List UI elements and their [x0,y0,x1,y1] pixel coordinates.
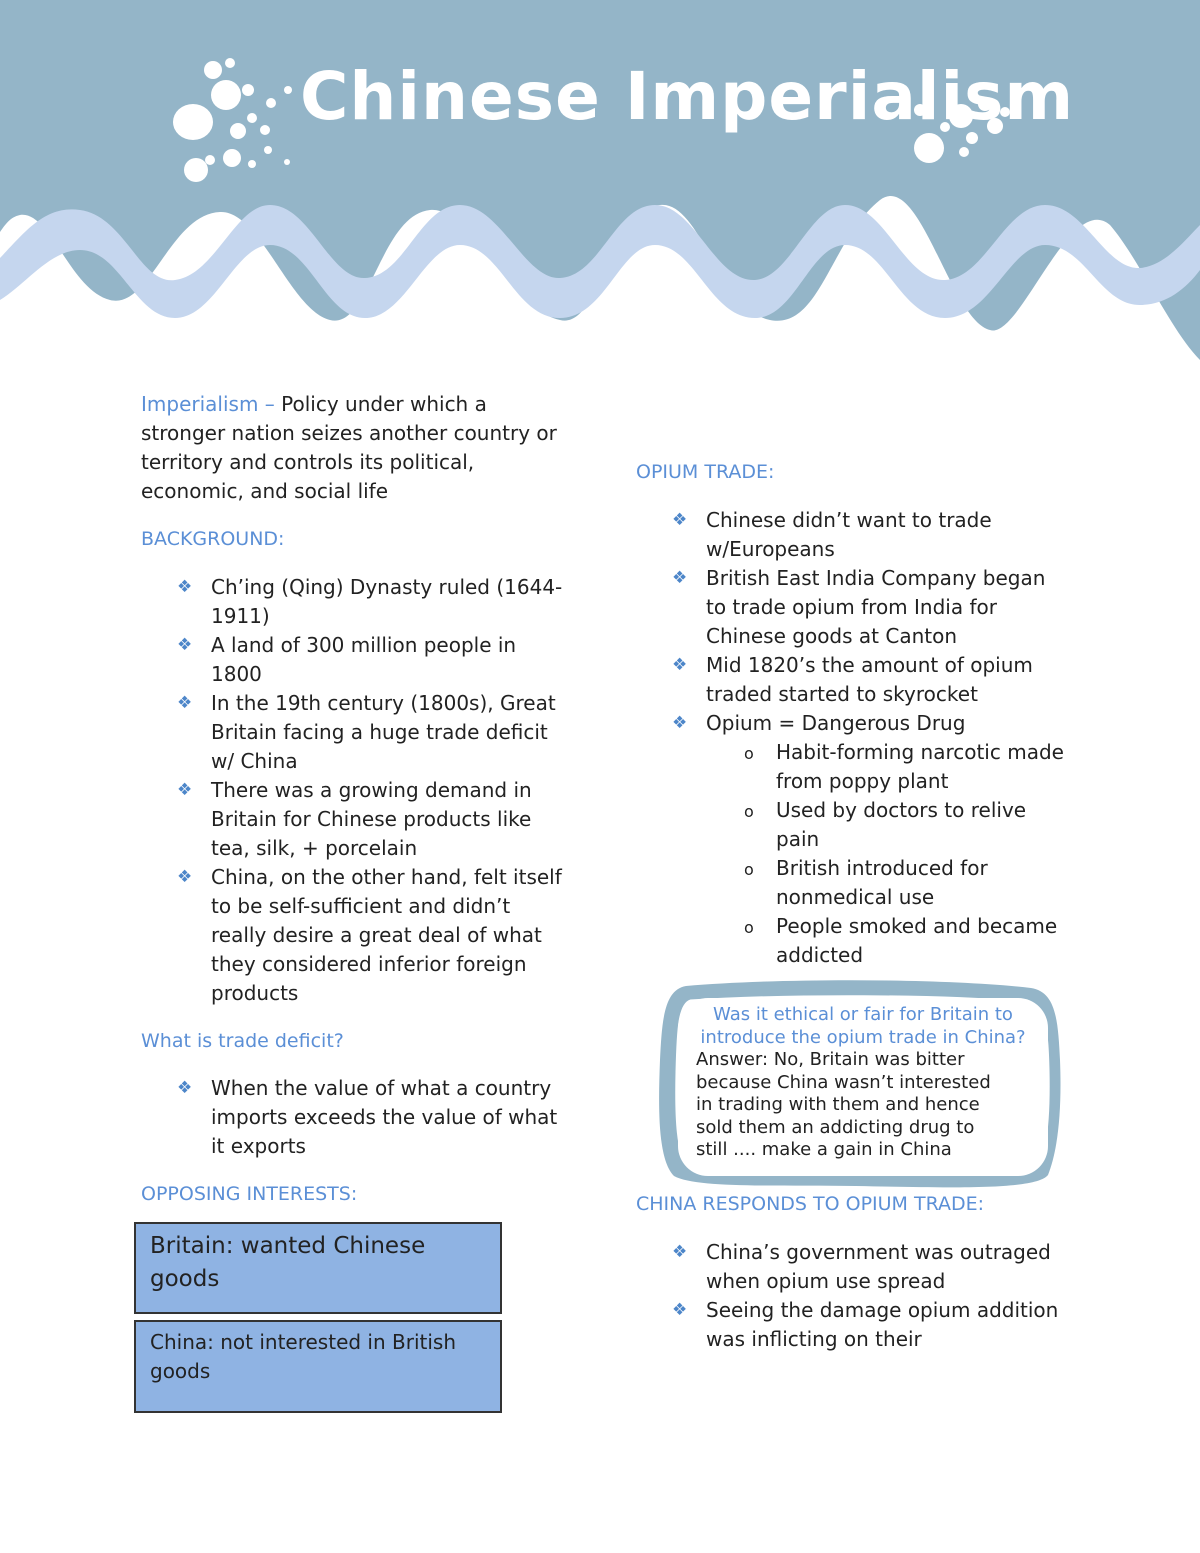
wave-banner-graphic [0,0,1200,360]
diamond-bullet-icon: ❖ [177,780,193,800]
list-item: ❖ When the value of what a country imports exceeds the value of what it exports [177,1076,558,1158]
list-item: ❖ Opium = Dangerous Drug o Habit-forming narcotic made from poppy plant o Used by doctors to relive pain o British introduced for nonmedical use o People smoked and became addicted [636,709,1066,970]
circle-bullet-icon: o [744,802,754,821]
sub-list-item: o Habit-forming narcotic made from poppy plant [744,740,1064,793]
header-banner [0,0,1200,360]
list-item: ❖ China, on the other hand, felt itself to be self-sufficient and didn’t really desire a great deal of what they considered inferior foreign products [177,865,562,1005]
list-item: ❖ In the 19th century (1800s), Great Britain facing a huge trade deficit w/ China [177,691,556,773]
diamond-bullet-icon: ❖ [177,693,193,713]
diamond-bullet-icon: ❖ [672,1242,688,1262]
china-responds-heading: CHINA RESPONDS TO OPIUM TRADE: [636,1193,985,1215]
diamond-bullet-icon: ❖ [177,577,193,597]
right-column [636,458,1066,970]
list-item: ❖ Chinese didn’t want to trade w/Europeans [672,508,992,561]
china-responds-section [636,1190,1066,1354]
circle-bullet-icon: o [744,918,754,937]
opium-trade-heading: OPIUM TRADE: [636,461,775,483]
list-item: ❖ Seeing the damage opium addition was inflicting on their [672,1298,1059,1351]
callout-content [678,998,1048,1176]
page-title: Chinese Imperialism [300,58,1075,135]
list-item: ❖ British East India Company began to trade opium from India for Chinese goods at Canton [672,566,1046,648]
list-item: ❖ A land of 300 million people in 1800 [177,633,517,686]
sub-list-item: o People smoked and became addicted [744,914,1058,967]
list-item: ❖ China’s government was outraged when opium use spread [672,1240,1051,1293]
opium-trade-list [636,506,1066,970]
diamond-bullet-icon: ❖ [672,1300,688,1320]
china-box-text: China: not interested in British goods [150,1330,457,1383]
diamond-bullet-icon: ❖ [177,635,193,655]
diamond-bullet-icon: ❖ [672,510,688,530]
diamond-bullet-icon: ❖ [177,1078,193,1098]
diamond-bullet-icon: ❖ [672,655,688,675]
opium-sub-list [706,738,1066,970]
sub-list-item: o Used by doctors to relive pain [744,798,1027,851]
britain-box [134,1222,502,1314]
sub-list-item: o British introduced for nonmedical use [744,856,988,909]
ethics-callout [656,980,1062,1190]
left-column [141,390,571,1209]
definition-paragraph [141,390,571,506]
circle-bullet-icon: o [744,860,754,879]
background-list [141,573,571,1008]
callout-answer: Answer: No, Britain was bitter because China wasn’t interested in trading with them and hence sold them an addicting drug to still .... make a gain in China [696,1049,991,1160]
list-item: ❖ Mid 1820’s the amount of opium traded started to skyrocket [672,653,1033,706]
background-heading: BACKGROUND: [141,528,285,550]
diamond-bullet-icon: ❖ [672,713,688,733]
circle-bullet-icon: o [744,744,754,763]
china-box [134,1320,502,1413]
definition-term: Imperialism – [141,392,282,416]
trade-deficit-heading: What is trade deficit? [141,1030,344,1052]
list-item: ❖ There was a growing demand in Britain for Chinese products like tea, silk, + porcelain [177,778,532,860]
definition-text: Policy under which a stronger nation seizes another country or territory and controls its political, economic, and social life [141,392,557,503]
diamond-bullet-icon: ❖ [672,568,688,588]
list-item: ❖ Ch’ing (Qing) Dynasty ruled (1644-1911) [177,575,563,628]
opposing-heading: OPPOSING INTERESTS: [141,1183,358,1205]
britain-box-text: Britain: wanted Chinese goods [150,1233,426,1292]
trade-deficit-list [141,1074,571,1161]
callout-question: Was it ethical or fair for Britain to introduce the opium trade in China? [700,1004,1026,1048]
china-responds-list [636,1238,1066,1354]
diamond-bullet-icon: ❖ [177,867,193,887]
